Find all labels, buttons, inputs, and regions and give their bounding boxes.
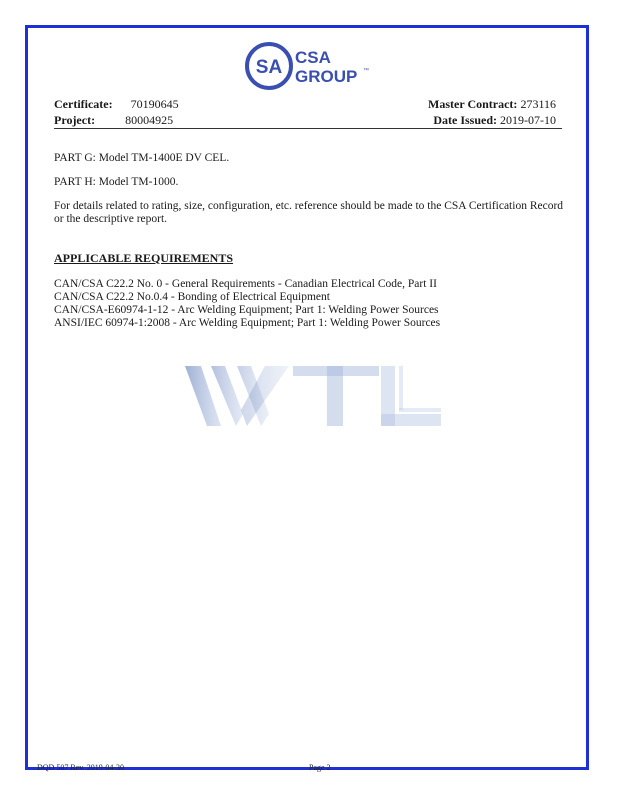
- project-row: [54, 113, 173, 127]
- header-divider: [54, 128, 562, 129]
- part-g-text: PART G: Model TM-1400E DV CEL.: [54, 152, 230, 164]
- date-issued-value: 2019-07-10: [500, 113, 556, 127]
- logo-line2: GROUP: [295, 67, 358, 86]
- logo-mark: SA: [255, 57, 283, 78]
- master-contract-number: 273116: [520, 97, 556, 111]
- part-h-text: PART H: Model TM-1000.: [54, 176, 179, 188]
- requirement-item: CAN/CSA-E60974-1-12 - Arc Welding Equipment; Part 1: Welding Power Sources: [54, 304, 439, 316]
- master-contract-label: Master Contract:: [428, 97, 518, 111]
- requirement-item: CAN/CSA C22.2 No. 0 - General Requirements - Canadian Electrical Code, Part II: [54, 278, 437, 290]
- requirement-item: CAN/CSA C22.2 No.0.4 - Bonding of Electrical Equipment: [54, 291, 330, 303]
- csa-logo-graphic: [244, 41, 380, 91]
- page-number-footer: Page 2: [309, 763, 331, 772]
- project-number: 80004925: [125, 113, 174, 127]
- certificate-label: Certificate:: [54, 97, 113, 111]
- certificate-row: [54, 97, 179, 111]
- wtl-watermark: [185, 366, 445, 426]
- requirements-heading: APPLICABLE REQUIREMENTS: [54, 251, 234, 265]
- logo-line1: CSA: [295, 48, 331, 67]
- date-issued-row: [433, 113, 556, 127]
- project-label: Project:: [54, 113, 96, 127]
- date-issued-label: Date Issued:: [433, 113, 497, 127]
- certificate-number: 70190645: [130, 97, 179, 111]
- master-contract-row: [428, 97, 556, 111]
- details-text: For details related to rating, size, configuration, etc. reference should be made to the CSA Certification Record or the descriptive report.: [54, 200, 564, 225]
- watermark-graphic: [185, 366, 445, 426]
- form-id-footer: DQD 507 Rev. 2019-04-30: [37, 763, 125, 772]
- logo-trademark: ™: [363, 68, 369, 74]
- csa-group-logo: [244, 41, 380, 91]
- requirement-item: ANSI/IEC 60974-1:2008 - Arc Welding Equipment; Part 1: Welding Power Sources: [54, 317, 441, 329]
- requirements-list: [54, 278, 554, 330]
